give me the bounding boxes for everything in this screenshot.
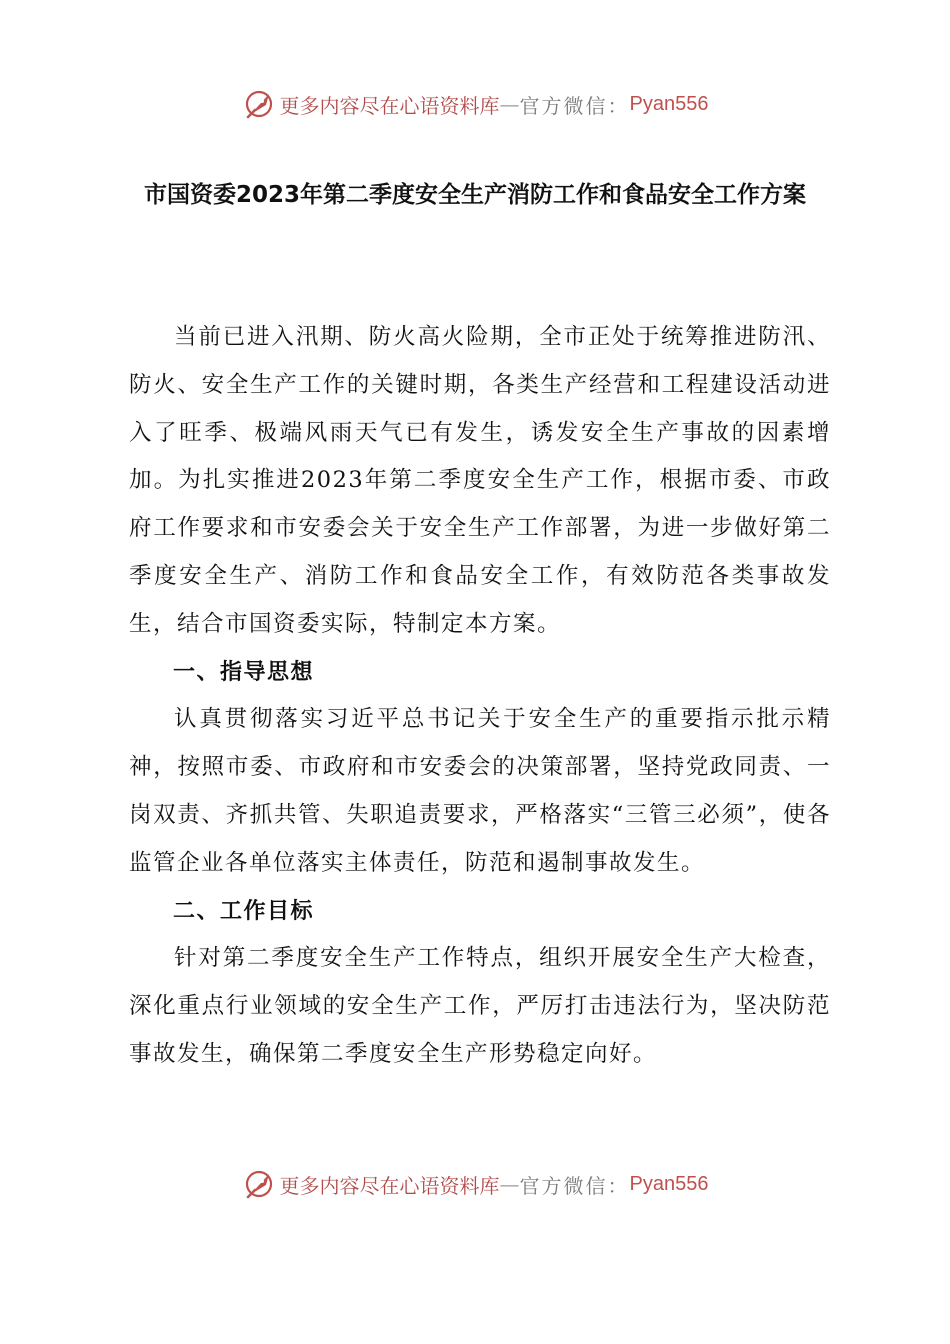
guiding-ideology-paragraph: 认真贯彻落实习近平总书记关于安全生产的重要指示批示精神，按照市委、市政府和市安委会的决策部署，坚持党政同责、一岗双责、齐抓共管、失职追责要求，严格落实“三管三必须”，使各监管企业各单位落实主体责任，防范和遏制事故发生。 [129,706,831,876]
quill-circle-logo-icon [242,1167,276,1201]
banner-dash: — [499,92,520,116]
intro-paragraph: 当前已进入汛期、防火高火险期，全市正处于统筹推进防汛、防火、安全生产工作的关键时期，各类生产经营和工程建设活动进入了旺季、极端风雨天气已有发生，诱发安全生产事故的因素增加。为扎实推进2023年第二季度安全生产工作，根据市委、市政府工作要求和市安委会关于安全生产工作部署，为进一步做好第二季度安全生产、消防工作和食品安全工作，有效防范各类事故发生，结合市国资委实际，特制定本方案。 [129,324,831,637]
document-title: 市国资委2023年第二季度安全生产消防工作和食品安全工作方案 [143,182,806,208]
banner-wechat-id: Pyan556 [629,1172,709,1195]
banner-wechat-label: 官方微信： [519,1173,630,1198]
work-goals-paragraph: 针对第二季度安全生产工作特点，组织开展安全生产大检查，深化重点行业领域的安全生产工作，严厉打击违法行为，坚决防范事故发生，确保第二季度安全生产形势稳定向好。 [129,945,831,1067]
footer-watermark-banner [0,1164,950,1204]
quill-circle-logo-icon [242,87,276,121]
banner-wechat-label: 官方微信： [519,93,630,118]
banner-dash: — [499,1172,520,1196]
header-watermark-banner [0,84,950,124]
document-body [129,314,831,1079]
section-heading-guiding-ideology: 一、指导思想 [173,659,315,685]
banner-wechat-id: Pyan556 [629,92,709,115]
banner-main-text: 更多内容尽在心语资料库 [279,93,500,118]
section-heading-work-goals: 二、工作目标 [173,898,315,924]
banner-main-text: 更多内容尽在心语资料库 [279,1173,500,1198]
